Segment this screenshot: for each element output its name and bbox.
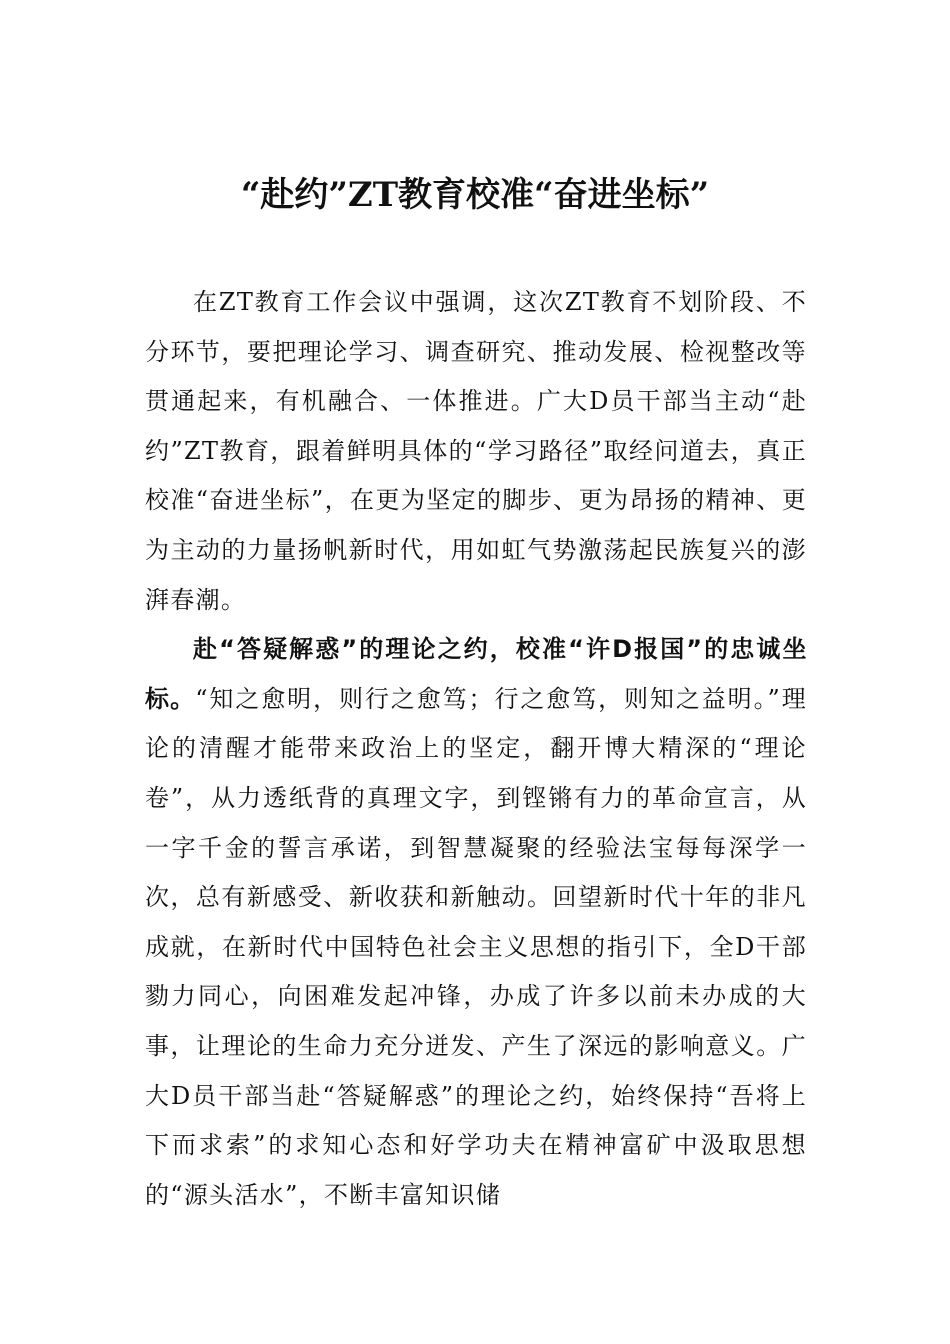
paragraph-2-lead: 赴“答疑解惑”的理论之约，校准“许D报国”的忠诚坐标。 [145,635,807,713]
paragraph-2 [145,625,807,1220]
document-body [145,278,807,1220]
document-title: “赴约”ZT教育校准“奋进坐标” [240,175,710,215]
paragraph-1 [145,278,807,625]
paragraph-2-text: “知之愈明，则行之愈笃；行之愈笃，则知之益明。”理论的清醒才能带来政治上的坚定，翻开博大精深的“理论卷”，从力透纸背的真理文字，到铿锵有力的革命宣言，从一字千金的誓言承诺，到智慧凝聚的经验法宝每每深学一次，总有新感受、新收获和新触动。回望新时代十年的非凡成就，在新时代中国特色社会主义思想的指引下，全D干部勠力同心，向困难发起冲锋，办成了许多以前未办成的大事，让理论的生命力充分迸发、产生了深远的影响意义。广大D员干部当赴“答疑解惑”的理论之约，始终保持“吾将上下而求索”的求知心态和好学功夫在精神富矿中汲取思想的“源头活水”，不断丰富知识储 [145,684,807,1209]
paragraph-1-text: 在ZT教育工作会议中强调，这次ZT教育不划阶段、不分环节，要把理论学习、调查研究、推动发展、检视整改等贯通起来，有机融合、一体推进。广大D员干部当主动“赴约”ZT教育，跟着鲜明具体的“学习路径”取经问道去，真正校准“奋进坐标”，在更为坚定的脚步、更为昂扬的精神、更为主动的力量扬帆新时代，用如虹气势激荡起民族复兴的澎湃春潮。 [145,288,807,614]
